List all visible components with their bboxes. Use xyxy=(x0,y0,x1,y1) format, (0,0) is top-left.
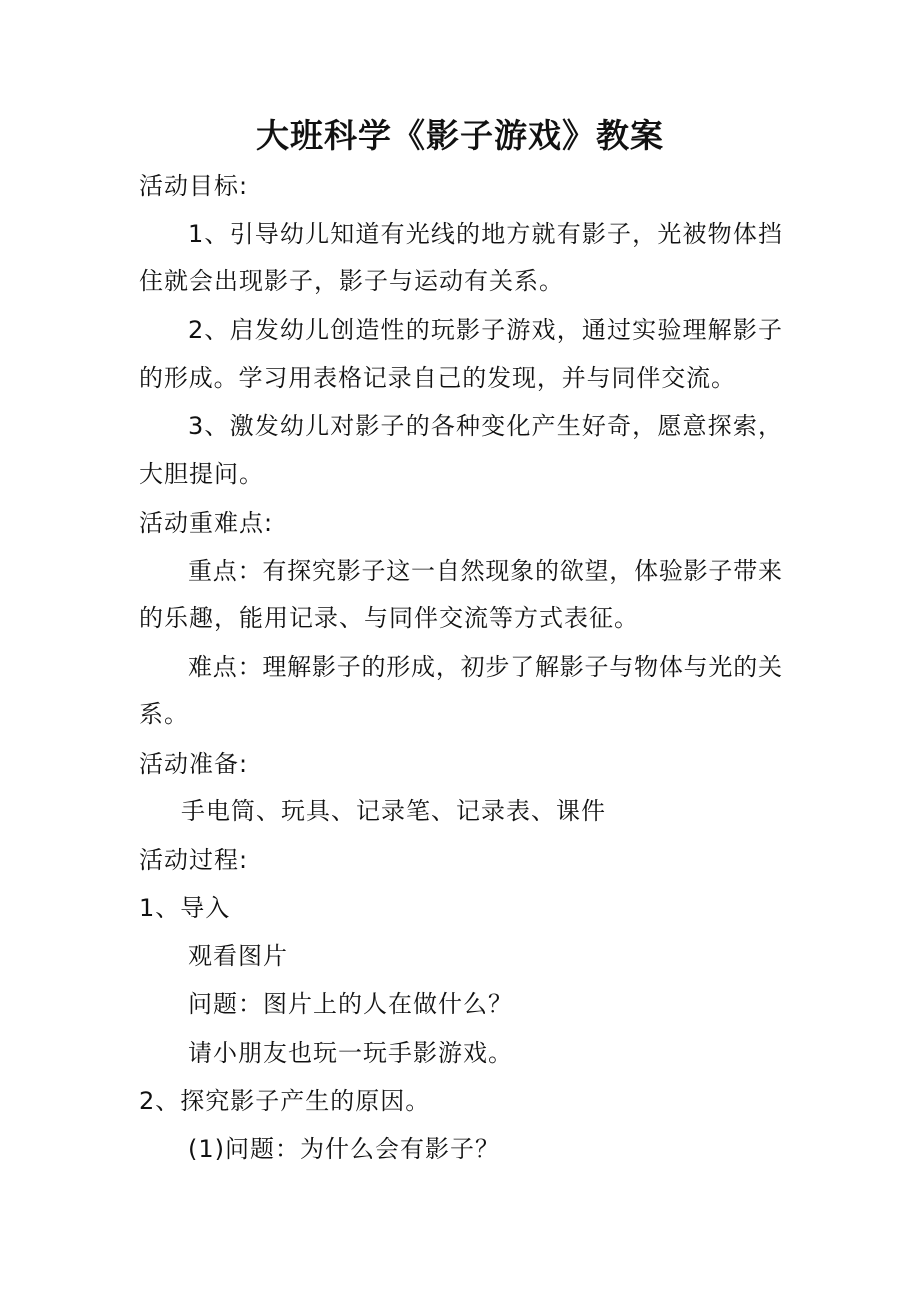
key-point-line-2: 的乐趣，能用记录、与同伴交流等方式表征。 xyxy=(139,604,639,632)
difficulty-line-1: 难点：理解影子的形成，初步了解影子与物体与光的关 xyxy=(188,653,782,681)
difficulty-line-2: 系。 xyxy=(139,700,189,728)
document-title: 大班科学《影子游戏》教案 xyxy=(256,116,664,155)
goal-1-line-1: 1、引导幼儿知道有光线的地方就有影子，光被物体挡 xyxy=(188,220,782,248)
heading-process: 活动过程: xyxy=(139,846,249,874)
key-point-line-1: 重点：有探究影子这一自然现象的欲望，体验影子带来 xyxy=(188,557,782,585)
step-1-view-pictures: 观看图片 xyxy=(188,942,288,970)
goal-1-line-2: 住就会出现影子，影子与运动有关系。 xyxy=(139,267,564,295)
goal-3-line-2: 大胆提问。 xyxy=(139,460,264,488)
goal-3-line-1: 3、激发幼儿对影子的各种变化产生好奇，愿意探索， xyxy=(188,412,782,440)
step-1-hand-shadow: 请小朋友也玩一玩手影游戏。 xyxy=(188,1039,513,1067)
heading-key-points: 活动重难点: xyxy=(139,509,274,537)
step-2-question-1: (1)问题：为什么会有影子？ xyxy=(188,1135,500,1163)
process-step-1: 1、导入 xyxy=(139,894,231,922)
goal-2-line-1: 2、启发幼儿创造性的玩影子游戏，通过实验理解影子 xyxy=(188,316,782,344)
heading-activity-goals: 活动目标: xyxy=(139,172,249,200)
heading-preparation: 活动准备: xyxy=(139,750,249,778)
goal-2-line-2: 的形成。学习用表格记录自己的发现，并与同伴交流。 xyxy=(139,364,735,392)
process-step-2: 2、探究影子产生的原因。 xyxy=(139,1087,431,1115)
step-1-question: 问题：图片上的人在做什么？ xyxy=(188,990,513,1018)
preparation-items: 手电筒、玩具、记录笔、记录表、课件 xyxy=(181,797,606,825)
